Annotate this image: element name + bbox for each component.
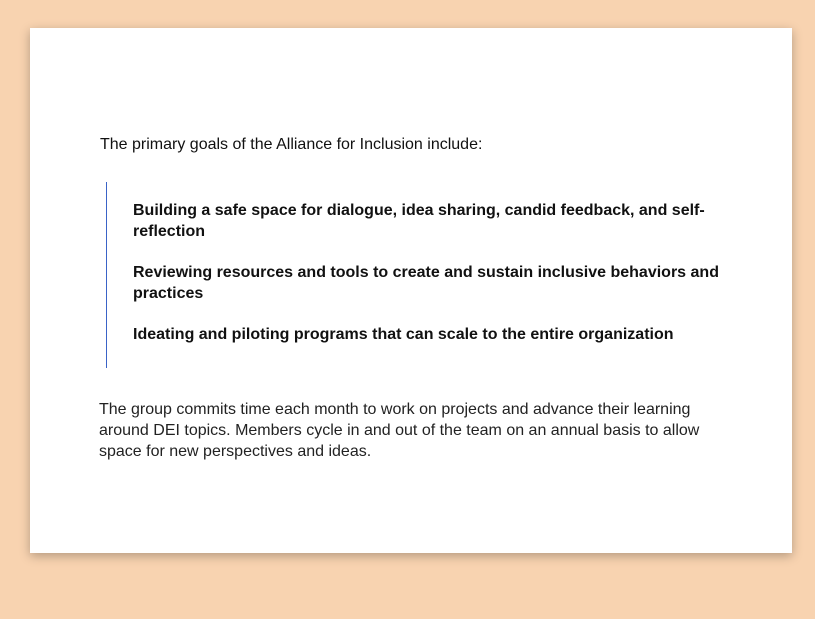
goals-blockquote-list [106, 182, 726, 368]
goal-item: Ideating and piloting programs that can scale to the entire organization [133, 326, 674, 343]
outro-paragraph: The group commits time each month to work on projects and advance their learning around DEI topics. Members cycle in and out of the team on an annual basis to allow space for new perspectives and ideas. [99, 401, 700, 460]
goal-item: Building a safe space for dialogue, idea sharing, candid feedback, and self-reflection [133, 202, 705, 240]
goal-item: Reviewing resources and tools to create and sustain inclusive behaviors and practices [133, 264, 719, 302]
document-card [30, 28, 792, 553]
intro-paragraph: The primary goals of the Alliance for Inclusion include: [100, 136, 483, 153]
